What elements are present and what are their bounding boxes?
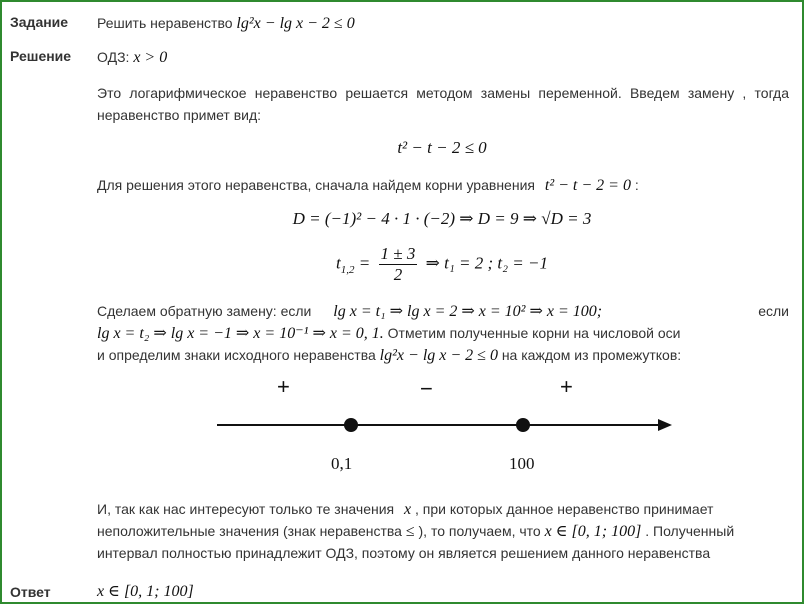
conclusion-var: x — [404, 501, 412, 518]
odz-condition: x > 0 — [133, 49, 168, 66]
roots-numerator: 1 ± 3 — [380, 244, 416, 263]
task-inequality: lg²x − lg x − 2 ≤ 0 — [236, 15, 355, 32]
substituted-inequality: t² − t − 2 ≤ 0 — [397, 138, 487, 157]
reverse-text-4: на каждом из промежутков: — [501, 347, 682, 363]
conclusion-2c: . Полученный — [645, 523, 735, 539]
task-prefix: Решить неравенство — [97, 15, 233, 31]
number-line-arrow — [658, 419, 672, 431]
sign-right: + — [560, 374, 573, 399]
point-100 — [516, 418, 530, 432]
discriminant-formula: D = (−1)² − 4 · 1 · (−2) ⇒ D = 9 ⇒ √D = 3 — [292, 209, 592, 228]
roots-equation: t² − t − 2 = 0 — [544, 177, 631, 194]
roots-rhs: ⇒ t₁ = 2 ; t₂ = −1 — [425, 253, 548, 273]
reverse-if: если — [758, 303, 789, 319]
conclusion-line-3: интервал полностью принадлежит ОДЗ, поэтому он является решением данного неравенства — [97, 545, 711, 561]
roots-sub: 1,2 — [340, 263, 355, 276]
roots-denominator: 2 — [393, 265, 403, 284]
conclusion-2a: неположительные значения (знак неравенства — [97, 523, 402, 539]
answer-value: x ∈ [0, 1; 100] — [97, 583, 194, 600]
conclusion-line-1 — [97, 498, 789, 521]
roots-text: Для решения этого неравенства, сначала найдем корни уравнения — [97, 177, 535, 193]
answer-label: Ответ — [10, 584, 51, 600]
intro-paragraph: Это логарифмическое неравенство решается методом замены переменной. Введем замену , тогда неравенство примет вид: — [97, 85, 789, 123]
answer-value-wrap — [97, 580, 194, 603]
point-0-1 — [344, 418, 358, 432]
conclusion-le: ≤ — [405, 523, 415, 540]
conclusion-2b: ), то получаем, что — [418, 523, 541, 539]
solution-label: Решение — [10, 48, 72, 64]
reverse-math-2: lg x = t₂ ⇒ lg x = −1 ⇒ x = 10⁻¹ ⇒ x = 0, 1. — [97, 325, 384, 342]
reverse-text-1: Сделаем обратную замену: если — [97, 303, 312, 319]
reverse-math-1: lg x = t₁ ⇒ lg x = 2 ⇒ x = 10² ⇒ x = 100; — [333, 303, 603, 320]
conclusion-interval: x ∈ [0, 1; 100] — [544, 523, 642, 540]
sign-left: + — [277, 374, 290, 399]
roots-colon: : — [634, 177, 639, 193]
reverse-text-3: и определим знаки исходного неравенства — [97, 347, 376, 363]
point-label-100: 100 — [509, 454, 535, 473]
reverse-text-2: Отметим полученные корни на числовой оси — [387, 325, 681, 341]
task-label: Задание — [10, 14, 69, 30]
roots-eq: = — [358, 253, 371, 273]
sign-middle: − — [420, 376, 433, 401]
reverse-math-3: lg²x − lg x − 2 ≤ 0 — [379, 347, 498, 364]
odz-prefix: ОДЗ: — [97, 49, 130, 65]
point-label-0-1: 0,1 — [331, 454, 353, 473]
roots-lhs: t — [336, 253, 341, 273]
conclusion-1b: , при которых данное неравенство принимает — [415, 501, 714, 517]
conclusion-line-2 — [97, 520, 789, 543]
conclusion-1a: И, так как нас интересуют только те значения — [97, 501, 395, 517]
